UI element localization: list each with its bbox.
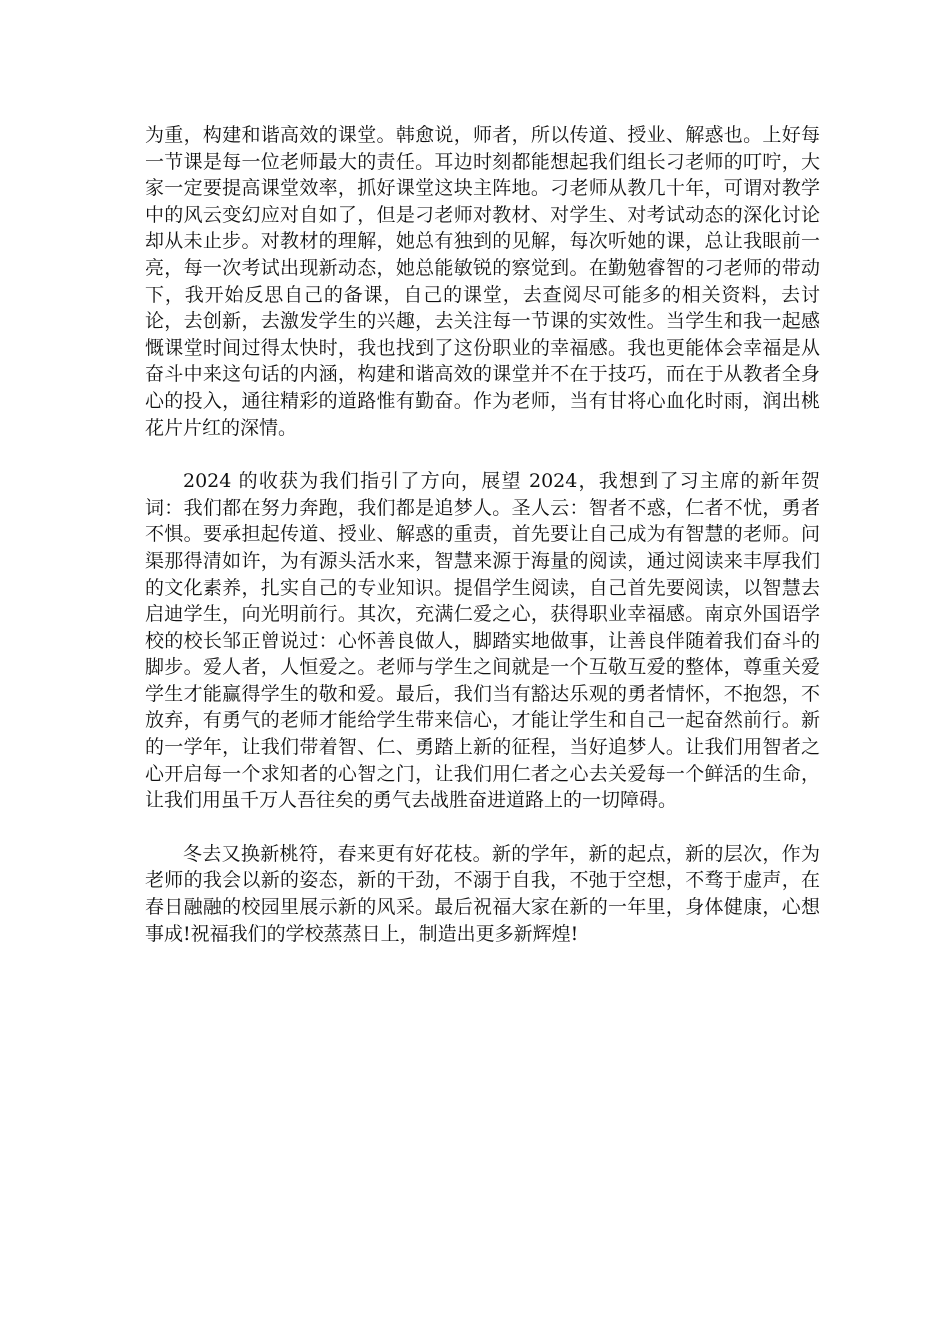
paragraph-3: 冬去又换新桃符，春来更有好花枝。新的学年，新的起点，新的层次，作为老师的我会以新的姿态，新的干劲，不溺于自我，不弛于空想，不骛于虚声，在春日融融的校园里展示新的风采。最后祝福大家在新的一年里，身体健康，心想事成!祝福我们的学校蒸蒸日上，制造出更多新辉煌!	[145, 842, 820, 945]
document-body	[145, 122, 820, 947]
paragraph-1: 为重，构建和谐高效的课堂。韩愈说，师者，所以传道、授业、解惑也。上好每一节课是每一位老师最大的责任。耳边时刻都能想起我们组长刁老师的叮咛，大家一定要提高课堂效率，抓好课堂这块主阵地。刁老师从教几十年，可谓对教学中的风云变幻应对自如了，但是刁老师对教材、对学生、对考试动态的深化讨论却从未止步。对教材的理解，她总有独到的见解，每次听她的课，总让我眼前一亮，每一次考试出现新动态，她总能敏锐的察觉到。在勤勉睿智的刁老师的带动下，我开始反思自己的备课，自己的课堂，去查阅尽可能多的相关资料，去讨论，去创新，去激发学生的兴趣，去关注每一节课的实效性。当学生和我一起感慨课堂时间过得太快时，我也找到了这份职业的幸福感。我也更能体会幸福是从奋斗中来这句话的内涵，构建和谐高效的课堂并不在于技巧，而在于从教者全身心的投入，通往精彩的道路惟有勤奋。作为老师，当有甘将心血化时雨，润出桃花片片红的深情。	[145, 124, 820, 439]
paragraph-2: 2024 的收获为我们指引了方向，展望 2024，我想到了习主席的新年贺词：我们都在努力奔跑，我们都是追梦人。圣人云：智者不惑，仁者不忧，勇者不惧。要承担起传道、授业、解惑的重责，首先要让自己成为有智慧的老师。问渠那得清如许，为有源头活水来，智慧来源于海量的阅读，通过阅读来丰厚我们的文化素养，扎实自己的专业知识。提倡学生阅读，自己首先要阅读，以智慧去启迪学生，向光明前行。其次，充满仁爱之心，获得职业幸福感。南京外国语学校的校长邹正曾说过：心怀善良做人，脚踏实地做事，让善良伴随着我们奋斗的脚步。爱人者，人恒爱之。老师与学生之间就是一个互敬互爱的整体，尊重关爱学生才能赢得学生的敬和爱。最后，我们当有豁达乐观的勇者情怀，不抱怨，不放弃，有勇气的老师才能给学生带来信心，才能让学生和自己一起奋然前行。新的一学年，让我们带着智、仁、勇踏上新的征程，当好追梦人。让我们用智者之心开启每一个求知者的心智之门，让我们用仁者之心去关爱每一个鲜活的生命，让我们用虽千万人吾往矣的勇气去战胜奋进道路上的一切障碍。	[145, 470, 820, 812]
